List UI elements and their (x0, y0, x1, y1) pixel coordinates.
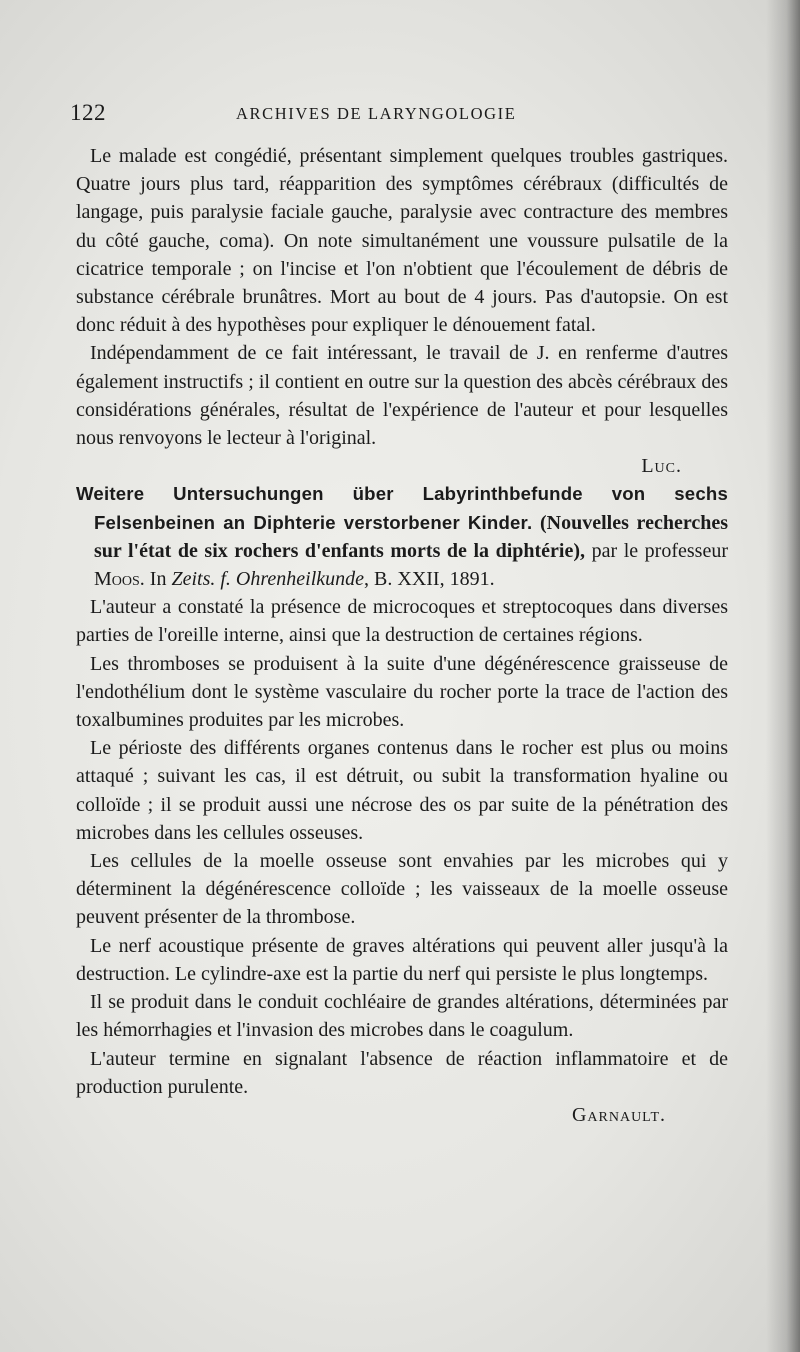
running-title: ARCHIVES DE LARYNGOLOGIE (236, 104, 517, 123)
reviewer-signature: Luc. (641, 455, 682, 478)
citation-in: . In (139, 568, 167, 591)
paragraph: Le périoste des différents organes contenus dans le rocher est plus ou moins attaqué ; suivant les cas, il est détruit, ou subit la transformation hyaline ou colloïde ; il se produit aussi une nécrose des os par suite de la pénétration des microbes dans les cellules osseuses. (76, 737, 728, 844)
citation-prefix: par le professeur (591, 539, 728, 562)
reviewer-signature: Garnault. (571, 1103, 666, 1126)
page-gutter-shadow (766, 0, 800, 1352)
citation-suffix: , B. XXII, 1891. (364, 568, 495, 591)
paragraph: Les cellules de la moelle osseuse sont envahies par les microbes qui y déterminent la dégénérescence colloïde ; les vaisseaux de la moelle osseuse peuvent présenter de la thrombose. (76, 850, 728, 929)
paragraph: Le malade est congédié, présentant simplement quelques troubles gastriques. Quatre jours plus tard, réapparition des symptômes cérébraux (difficultés de langage, puis paralysie faciale gauche, paralysie avec contracture des membres du côté gauche, coma). On note simultanément une voussure pulsatile de la cicatrice temporale ; on l'incise et l'on n'obtient que l'écoulement de débris de substance cérébrale brunâtres. Mort au bout de 4 jours. Pas d'autopsie. On est donc réduit à des hypothèses pour expliquer le dénouement fatal. (76, 145, 728, 337)
article-title (76, 480, 728, 593)
citation-journal: Zeits. f. Ohrenheilkunde (171, 568, 365, 591)
paragraph: Les thromboses se produisent à la suite d'une dégénérescence graisseuse de l'endothélium dont le système vasculaire du rocher porte la trace de l'action des toxalbumines produites par les microbes. (76, 652, 728, 732)
page-number: 122 (70, 100, 106, 125)
paragraph: Indépendamment de ce fait intéressant, le travail de J. en renferme d'autres également instructifs ; il contient en outre sur la question des abcès cérébraux des considérations générales, résultat de l'expérience de l'auteur et pour lesquelles nous renvoyons le lecteur à l'original. (76, 342, 728, 450)
paragraph: L'auteur termine en signalant l'absence de réaction inflammatoire et de production purulente. (76, 1047, 728, 1098)
page-body (76, 142, 728, 1129)
citation-author: Moos (94, 568, 140, 591)
paragraph: Le nerf acoustique présente de graves altérations qui peuvent aller jusqu'à la destruction. Le cylindre-axe est la partie du nerf qui persiste le plus longtemps. (76, 934, 728, 985)
article-title-german: Weitere Untersuchungen über Labyrinthbefunde von sechs Felsenbeinen an Diphterie verstorbener Kinder. (76, 483, 728, 533)
paragraph: Il se produit dans le conduit cochléaire de grandes altérations, déterminées par les hémorrhagies et l'invasion des microbes dans le coagulum. (76, 991, 728, 1042)
paragraph: L'auteur a constaté la présence de microcoques et streptocoques dans diverses parties de l'oreille interne, ainsi que la destruction de certaines régions. (76, 596, 728, 647)
page-header (70, 100, 730, 128)
article-title-french: (Nouvelles recherches sur l'état de six rochers d'enfants morts de la diphtérie), (94, 511, 729, 562)
